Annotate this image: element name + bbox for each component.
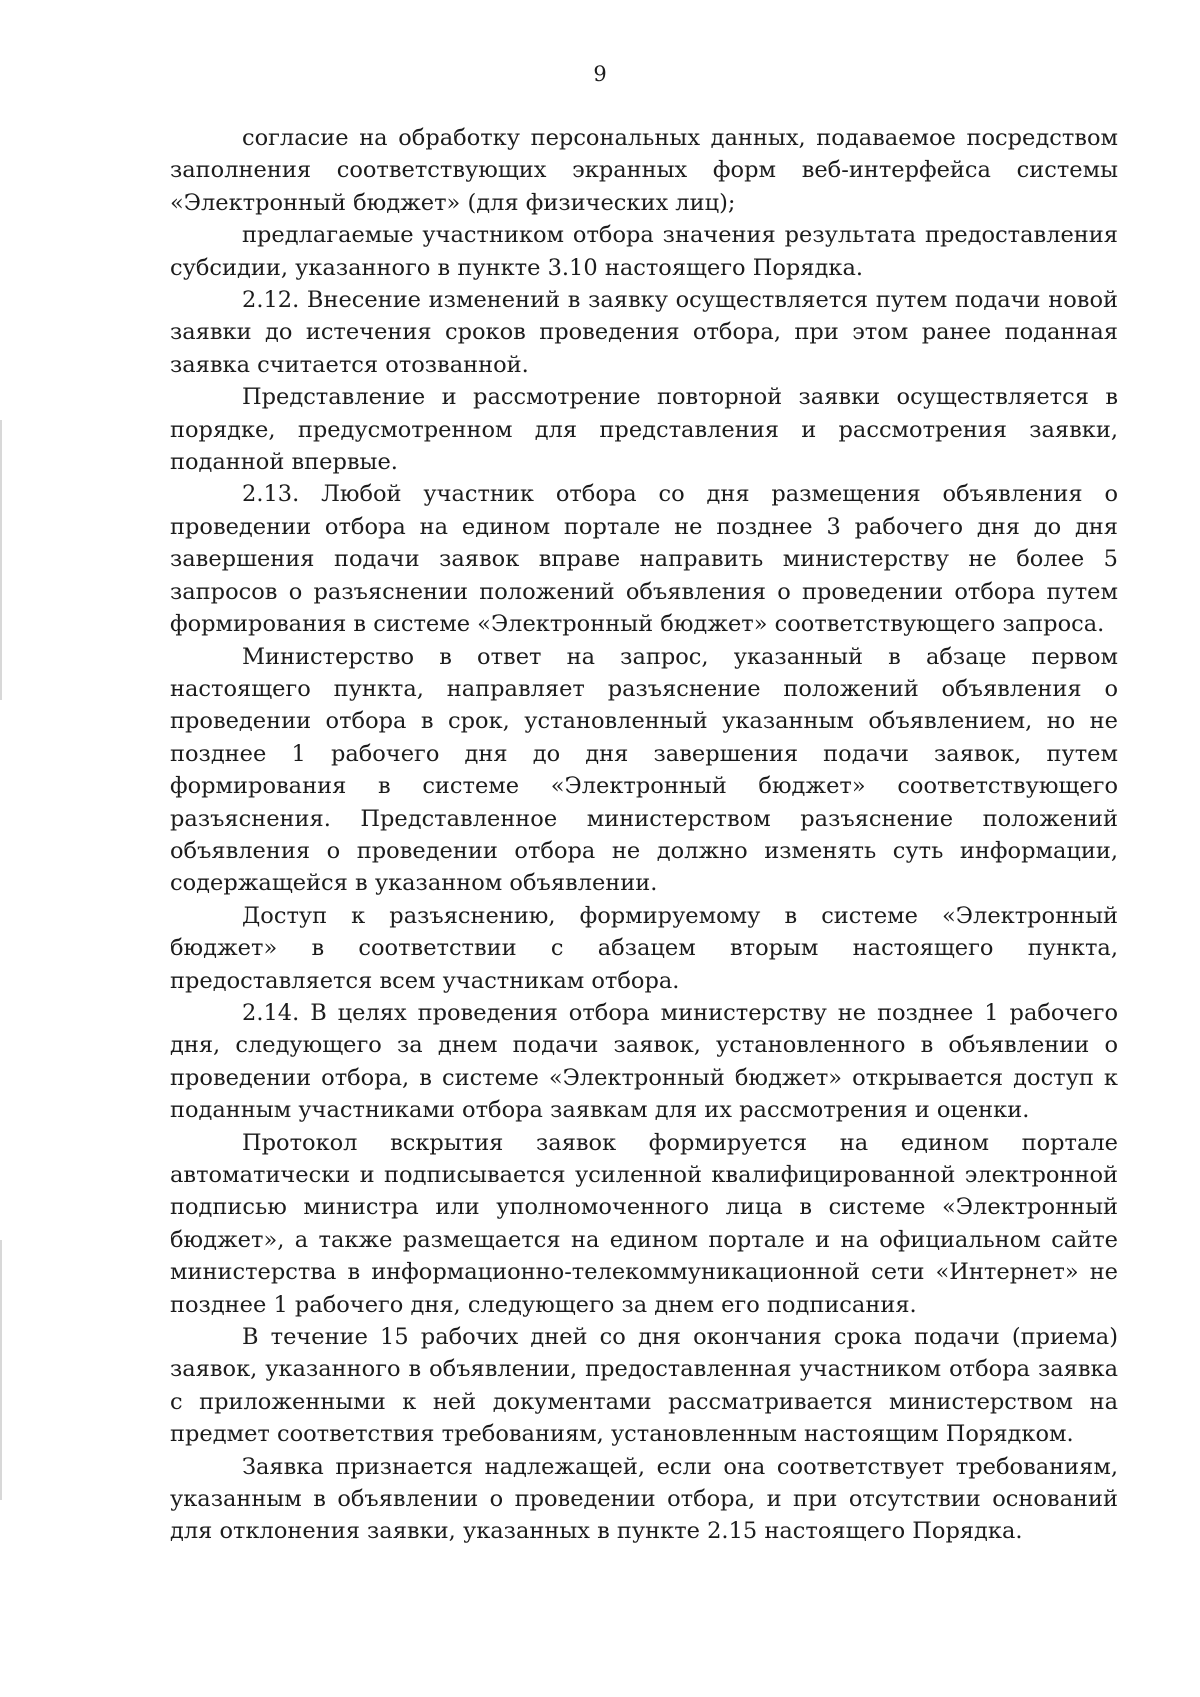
body-text: [170, 122, 1118, 1548]
paragraph: предлагаемые участником отбора значения результата предоставления субсидии, указанного в пункте 3.10 настоящего Порядка.: [170, 222, 1118, 281]
paragraph: Министерство в ответ на запрос, указанный в абзаце первом настоящего пункта, направляет разъяснение положений объявления о проведении отбора в срок, установленный указанным объявлением, но не позднее 1 рабочего дня до дня завершения подачи заявок, путем формирования в системе «Электронный бюджет» соответствующего разъяснения. Представленное министерством разъяснение положений объявления о проведении отбора не должно изменять суть информации, содержащейся в указанном объявлении.: [170, 643, 1118, 897]
paragraph: 2.13. Любой участник отбора со дня размещения объявления о проведении отбора на едином портале не позднее 3 рабочего дня до дня завершения подачи заявок вправе направить министерству не более 5 запросов о разъяснении положений объявления о проведении отбора путем формирования в системе «Электронный бюджет» соответствующего запроса.: [170, 481, 1118, 638]
scan-edge-mark: [0, 1240, 2, 1500]
scan-edge-mark: [0, 420, 2, 700]
page-number: 9: [593, 62, 607, 86]
paragraph: 2.12. Внесение изменений в заявку осуществляется путем подачи новой заявки до истечения сроков проведения отбора, при этом ранее поданная заявка считается отозванной.: [170, 287, 1118, 378]
paragraph: Представление и рассмотрение повторной заявки осуществляется в порядке, предусмотренном для представления и рассмотрения заявки, поданной впервые.: [170, 384, 1118, 476]
paragraph: В течение 15 рабочих дней со дня окончания срока подачи (приема) заявок, указанного в объявлении, предоставленная участником отбора заявка с приложенными к ней документами рассматривается министерством на предмет соответствия требованиям, установленным настоящим Порядком.: [170, 1324, 1118, 1448]
paragraph: Протокол вскрытия заявок формируется на едином портале автоматически и подписывается усиленной квалифицированной электронной подписью министра или уполномоченного лица в системе «Электронный бюджет», а также размещается на едином портале и на официальном сайте министерства в информационно-телекоммуникационной сети «Интернет» не позднее 1 рабочего дня, следующего за днем его подписания.: [170, 1129, 1118, 1318]
paragraph: согласие на обработку персональных данных, подаваемое посредством заполнения соответствующих экранных форм веб-интерфейса системы «Электронный бюджет» (для физических лиц);: [170, 125, 1118, 216]
paragraph: Доступ к разъяснению, формируемому в системе «Электронный бюджет» в соответствии с абзацем вторым настоящего пункта, предоставляется всем участникам отбора.: [170, 902, 1118, 994]
paragraph: Заявка признается надлежащей, если она соответствует требованиям, указанным в объявлении о проведении отбора, и при отсутствии оснований для отклонения заявки, указанных в пункте 2.15 настоящего Порядка.: [170, 1453, 1118, 1545]
paragraph: 2.14. В целях проведения отбора министерству не позднее 1 рабочего дня, следующего за днем подачи заявок, установленного в объявлении о проведении отбора, в системе «Электронный бюджет» открывается доступ к поданным участниками отбора заявкам для их рассмотрения и оценки.: [170, 999, 1118, 1124]
